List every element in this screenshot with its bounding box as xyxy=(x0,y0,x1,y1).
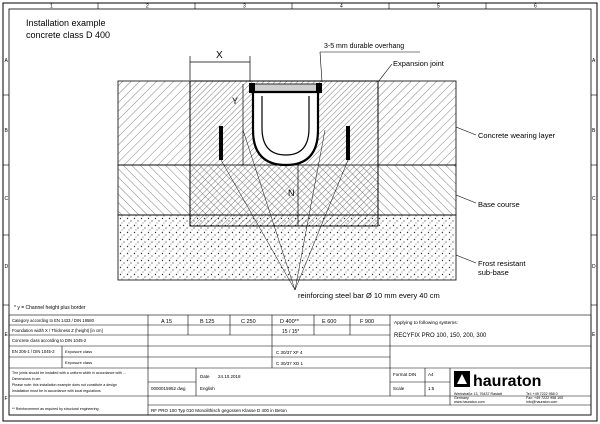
drawing-title-line1: Installation example xyxy=(26,18,106,28)
frame-letter: C xyxy=(592,196,596,202)
frame-number: 1 xyxy=(50,3,53,10)
drawing-title-line2: concrete class D 400 xyxy=(26,30,111,40)
address-line3: www.hauraton.com xyxy=(454,400,485,404)
brand-name: hauraton xyxy=(473,373,542,390)
dimension-x-label: X xyxy=(216,50,223,61)
rebar-label: reinforcing steel bar Ø 10 mm every 40 cm xyxy=(298,291,440,300)
row-label-category: Category according to EN 1433 / DIN 19580 xyxy=(12,318,94,323)
dimension-y-label: Y xyxy=(232,96,239,106)
row-sub-label-exposure1: Exposure class xyxy=(65,349,93,354)
email: info@hauraton.com xyxy=(526,400,558,404)
subbase-label-line2: sub-base xyxy=(478,268,509,277)
frame-letter: A xyxy=(592,58,596,64)
date-value: 24.10.2018 xyxy=(218,374,241,379)
language: English xyxy=(200,386,215,391)
doc-number: 0000015952 dwg xyxy=(151,386,186,391)
exposure-value-1: C 30/37 XF 4 xyxy=(276,350,303,355)
rebar-right xyxy=(346,126,350,160)
note-1: The joints should be installed with a uniform width in accordance with ... xyxy=(12,371,126,375)
row-sub-label-exposure2: Exposure class xyxy=(65,360,93,365)
applies-to-label: Applying to following systems: xyxy=(394,321,458,326)
channel-edge-right xyxy=(316,83,322,93)
channel-edge-left xyxy=(249,83,255,93)
row-label-dimensions: Foundation width X / Thickness Z (height) [in cm] xyxy=(12,328,103,333)
frame-letter: B xyxy=(4,128,8,134)
frame-number: 6 xyxy=(534,3,537,10)
class-c250: C 250 xyxy=(241,319,256,325)
hauraton-logo xyxy=(454,371,541,390)
channel-body xyxy=(253,92,318,165)
frame-letter: E xyxy=(4,332,8,338)
drainage-channel xyxy=(249,83,322,165)
note-4: Installation must be in accordance with local regulations xyxy=(12,389,101,393)
row-label-standard: EN 206-1 / DIN 1045-2 xyxy=(12,349,55,354)
exposure-value-2: C 30/37 XD 1 xyxy=(276,361,304,366)
class-d400: D 400** xyxy=(280,319,299,325)
base-course-label: Base course xyxy=(478,200,520,209)
frame-letter: C xyxy=(4,196,9,202)
wearing-layer-left xyxy=(118,81,190,165)
phone: Tel: +49 7222 958 0 xyxy=(526,392,558,396)
frame-letter: A xyxy=(4,58,8,64)
frame-letter: D xyxy=(4,264,9,270)
date-label: Date xyxy=(200,374,210,379)
frame-letter: B xyxy=(592,128,596,134)
footnote: * y = Channel height plus border xyxy=(14,305,86,311)
frame-number: 5 xyxy=(437,3,440,10)
system-name: RECYFIX PRO 100, 150, 200, 300 xyxy=(394,333,487,339)
note-3: Please note: this installation example does not constitute a design xyxy=(12,383,117,387)
address-line2: Germany xyxy=(454,396,469,400)
note-5: ** Reinforcement as required by structural engineering xyxy=(12,407,99,411)
channel-grate xyxy=(250,84,320,92)
class-b125: B 125 xyxy=(200,319,215,325)
fax: Fax: +49 7222 958 100 xyxy=(526,396,564,400)
address-line1: Werkstraße 13, 76437 Rastatt xyxy=(454,392,502,396)
dimension-value: 15 / 15* xyxy=(282,329,300,335)
dimension-n-label: N xyxy=(288,188,295,198)
format-label: Format DIN xyxy=(393,372,417,377)
expansion-joint-label: Expansion joint xyxy=(393,59,444,68)
wearing-layer-right xyxy=(378,81,456,165)
frame-number: 2 xyxy=(146,3,149,10)
row-label-concrete-class: Concrete class according to DIN 1045-2 xyxy=(12,338,87,343)
class-e600: E 600 xyxy=(322,319,337,325)
frame-letter: D xyxy=(592,264,596,270)
frame-number: 3 xyxy=(243,3,246,10)
class-a15: A 15 xyxy=(161,319,173,325)
note-2: Dimensions in cm xyxy=(12,377,41,381)
scale-label: Scale xyxy=(393,386,405,391)
format-value: A4 xyxy=(428,372,434,377)
subbase-label-line1: Frost resistant xyxy=(478,259,526,268)
overhang-label: 3-5 mm durable overhang xyxy=(324,43,405,50)
class-f900: F 900 xyxy=(360,319,375,325)
rebar-left xyxy=(219,126,223,160)
scale-value: 1:5 xyxy=(428,386,435,391)
wearing-layer-label: Concrete wearing layer xyxy=(478,131,556,140)
frame-letter: E xyxy=(592,332,596,338)
drawing-caption: RF PRO 100 Typ 010 Monolithisch gegossen Klasse D 400 in Beton xyxy=(151,408,287,413)
frame-number: 4 xyxy=(340,3,343,10)
frame-letter: F xyxy=(4,396,8,402)
